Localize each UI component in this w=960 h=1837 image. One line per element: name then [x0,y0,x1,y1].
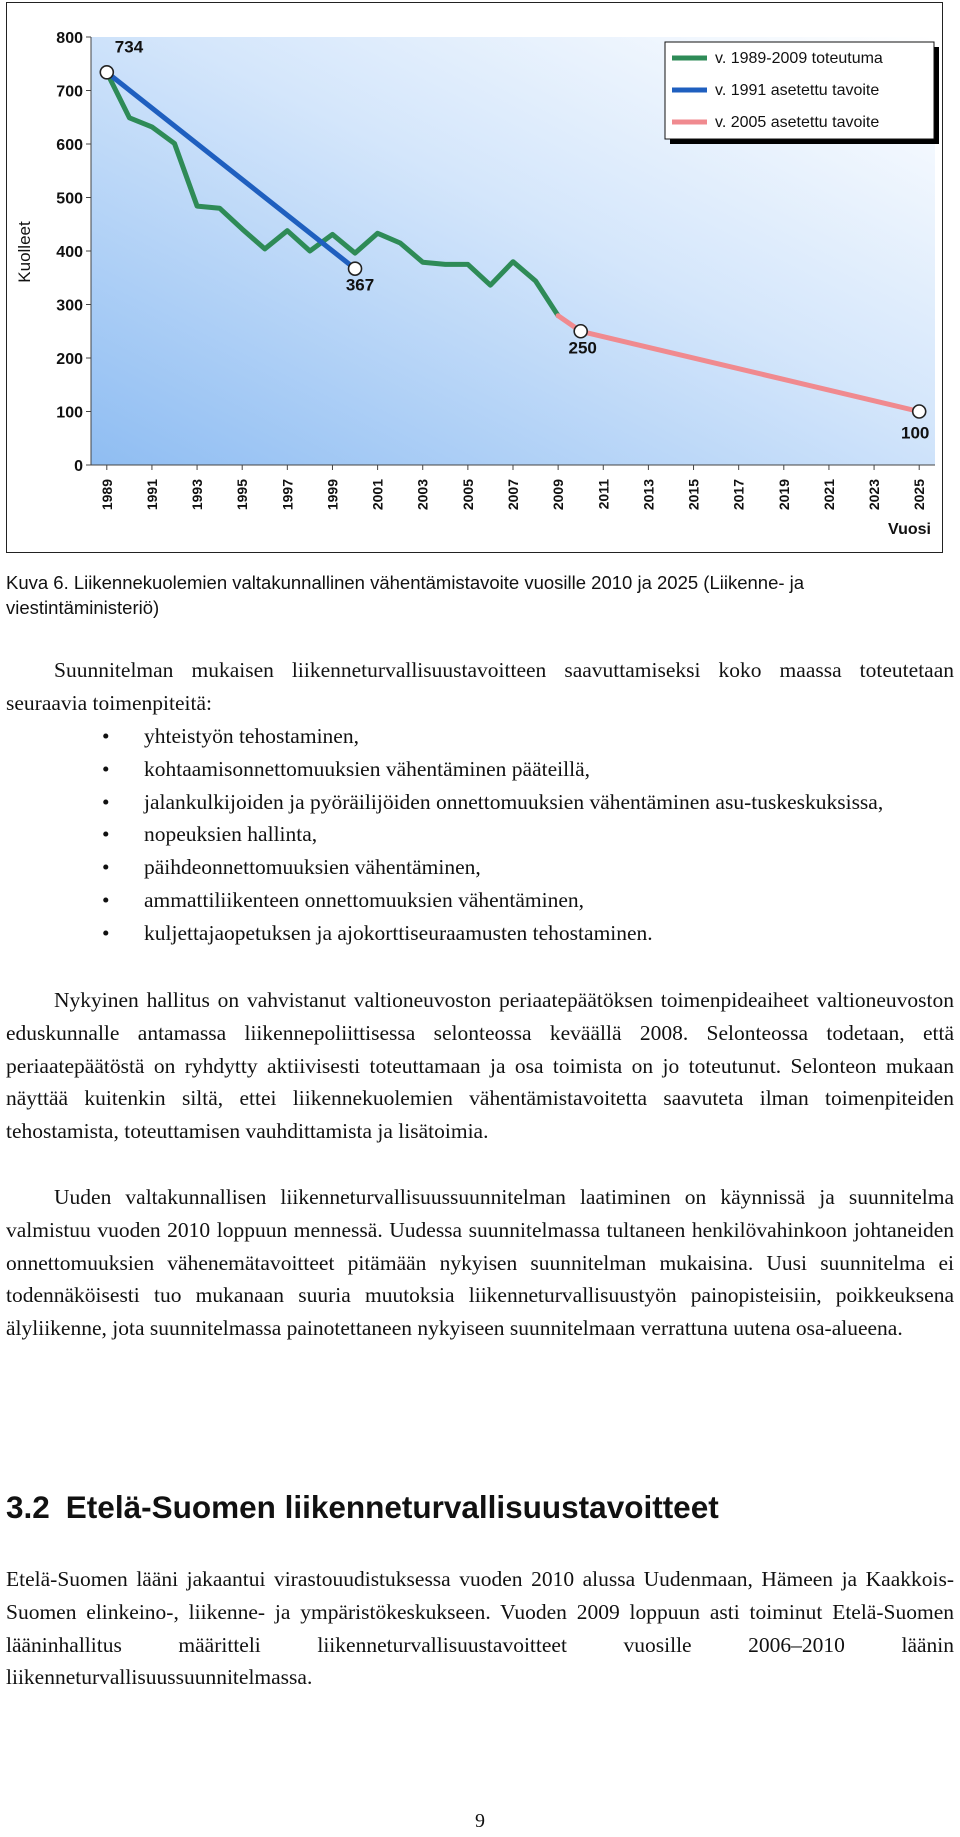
y-tick-label: 200 [56,351,83,368]
annotated-point [349,262,362,275]
x-tick-label: 1995 [234,479,251,511]
point-annotation: 100 [901,423,930,443]
list-item: • nopeuksien hallinta, [6,818,946,851]
intro-paragraph: Suunnitelman mukaisen liikenneturvallisuustavoitteen saavuttamiseksi koko maassa toteutetaan seuraavia toimenpiteitä: [6,658,954,715]
x-tick-label: 2005 [459,479,476,511]
body-paragraph: Nykyinen hallitus on vahvistanut valtioneuvoston periaatepäätöksen toimenpideaiheet valtioneuvoston eduskunnalle antamassa liikennepoliittisessa selonteossa keväällä 2008. Selonteossa todetaan, että periaatepäätöstä on ryhdytty aktiivisesti toteuttamaan ja osa toimista on jo toteutunut. Selonteon mukaan näyttää kuitenkin siltä, ettei liikennekuolemien vähentämistavoitetta saavuteta ilman toimenpiteiden tehostamista, toteuttamisen vauhdittamista ja lisätoimia. [6,988,954,1144]
list-item: • yhteistyön tehostaminen, [6,720,946,753]
y-tick-label: 500 [56,190,83,208]
annotated-point [100,66,113,79]
figure-caption: Kuva 6. Liikennekuolemien valtakunnallinen vähentämistavoite vuosille 2010 ja 2025 (Liikenne- ja viestintäministeriö) [6,572,805,618]
x-tick-label: 2019 [775,479,792,511]
x-tick-label: 1993 [189,479,206,511]
x-tick-label: 2007 [505,479,521,511]
x-tick-label: 2025 [911,479,928,511]
x-tick-label: 2017 [730,479,747,511]
annotated-point [574,325,587,338]
y-axis-label: Kuolleet [15,221,34,283]
x-axis-label: Vuosi [888,521,931,538]
x-tick-label: 2013 [640,479,657,511]
section-heading [6,1485,719,1529]
point-annotation: 367 [345,275,375,295]
body-paragraph: Etelä-Suomen lääni jakaantui virastouudistuksessa vuoden 2010 alussa Uudenmaan, Hämeen ja Kaakkois-Suomen elinkeino-, liikenne- ja ympäristökeskukseen. Vuoden 2009 loppuun asti toiminut Etelä-Suomen lääninhallitus määritteli liikenneturvallisuustavoitteet vuosille 2006–2010 läänin liikenneturvallisuussuunnitelmassa. [6,1567,954,1690]
x-tick-label: 1989 [98,479,115,511]
x-tick-label: 1997 [279,479,296,511]
y-tick-label: 700 [56,83,83,101]
list-item: • jalankulkijoiden ja pyöräilijöiden onnettomuuksien vähentäminen asu-tuskeskuksissa, [6,786,946,819]
body-paragraph: Uuden valtakunnallisen liikenneturvallisuussuunnitelman laatiminen on käynnissä ja suunnitelma valmistuu vuoden 2010 loppuun mennessä. Uudessa suunnitelmassa tultaneen henkilövahinkoon johtaneiden onnettomuuksien vähenemätavoitteet pitämään nykyisen suunnitelman mukaisina. Uusi suunnitelma ei todennäköisesti tuo mukanaan suuria muutoksia liikenneturvallisuustyön painopisteisiin, poikkeuksena älyliikenne, jota suunnitelmassa painotettaneen nykyiseen suunnitelmaan verrattuna uutena osa-alueena. [6,1185,954,1341]
list-item: • kohtaamisonnettomuuksien vähentäminen pääteillä, [6,753,946,786]
annotated-point [913,405,926,418]
chart-frame [6,2,943,553]
y-tick-label: 0 [74,458,83,475]
x-tick-label: 2001 [369,479,386,511]
section-number: 3.2 [6,1489,50,1525]
list-item: • kuljettajaopetuksen ja ajokorttiseuraamusten tehostaminen. [6,917,946,950]
x-tick-label: 2023 [866,479,883,511]
x-tick-label: 2009 [550,479,567,511]
y-tick-label: 600 [56,137,83,154]
x-tick-label: 1999 [324,479,341,511]
y-tick-label: 400 [56,244,83,261]
x-tick-label: 2003 [414,479,431,511]
y-tick-label: 100 [56,404,83,422]
section-title: Etelä-Suomen liikenneturvallisuustavoitteet [65,1489,719,1525]
point-annotation: 734 [114,37,144,57]
legend-label: v. 2005 asetettu tavoite [715,114,880,131]
x-tick-label: 2015 [685,479,702,511]
page-number: 9 [475,1810,485,1832]
y-tick-label: 800 [56,30,83,47]
list-item: • ammattiliikenteen onnettomuuksien vähentäminen, [6,884,946,917]
legend-label: v. 1991 asetettu tavoite [715,82,880,99]
x-tick-label: 2011 [595,479,612,510]
y-tick-label: 300 [56,297,83,315]
x-tick-label: 1991 [143,479,160,511]
deaths-line-chart [7,3,944,554]
point-annotation: 250 [568,338,597,358]
x-tick-label: 2021 [820,479,837,511]
legend-label: v. 1989-2009 toteutuma [715,50,883,67]
legend [665,42,939,144]
list-item: • päihdeonnettomuuksien vähentäminen, [6,851,946,884]
measures-list [6,720,946,950]
